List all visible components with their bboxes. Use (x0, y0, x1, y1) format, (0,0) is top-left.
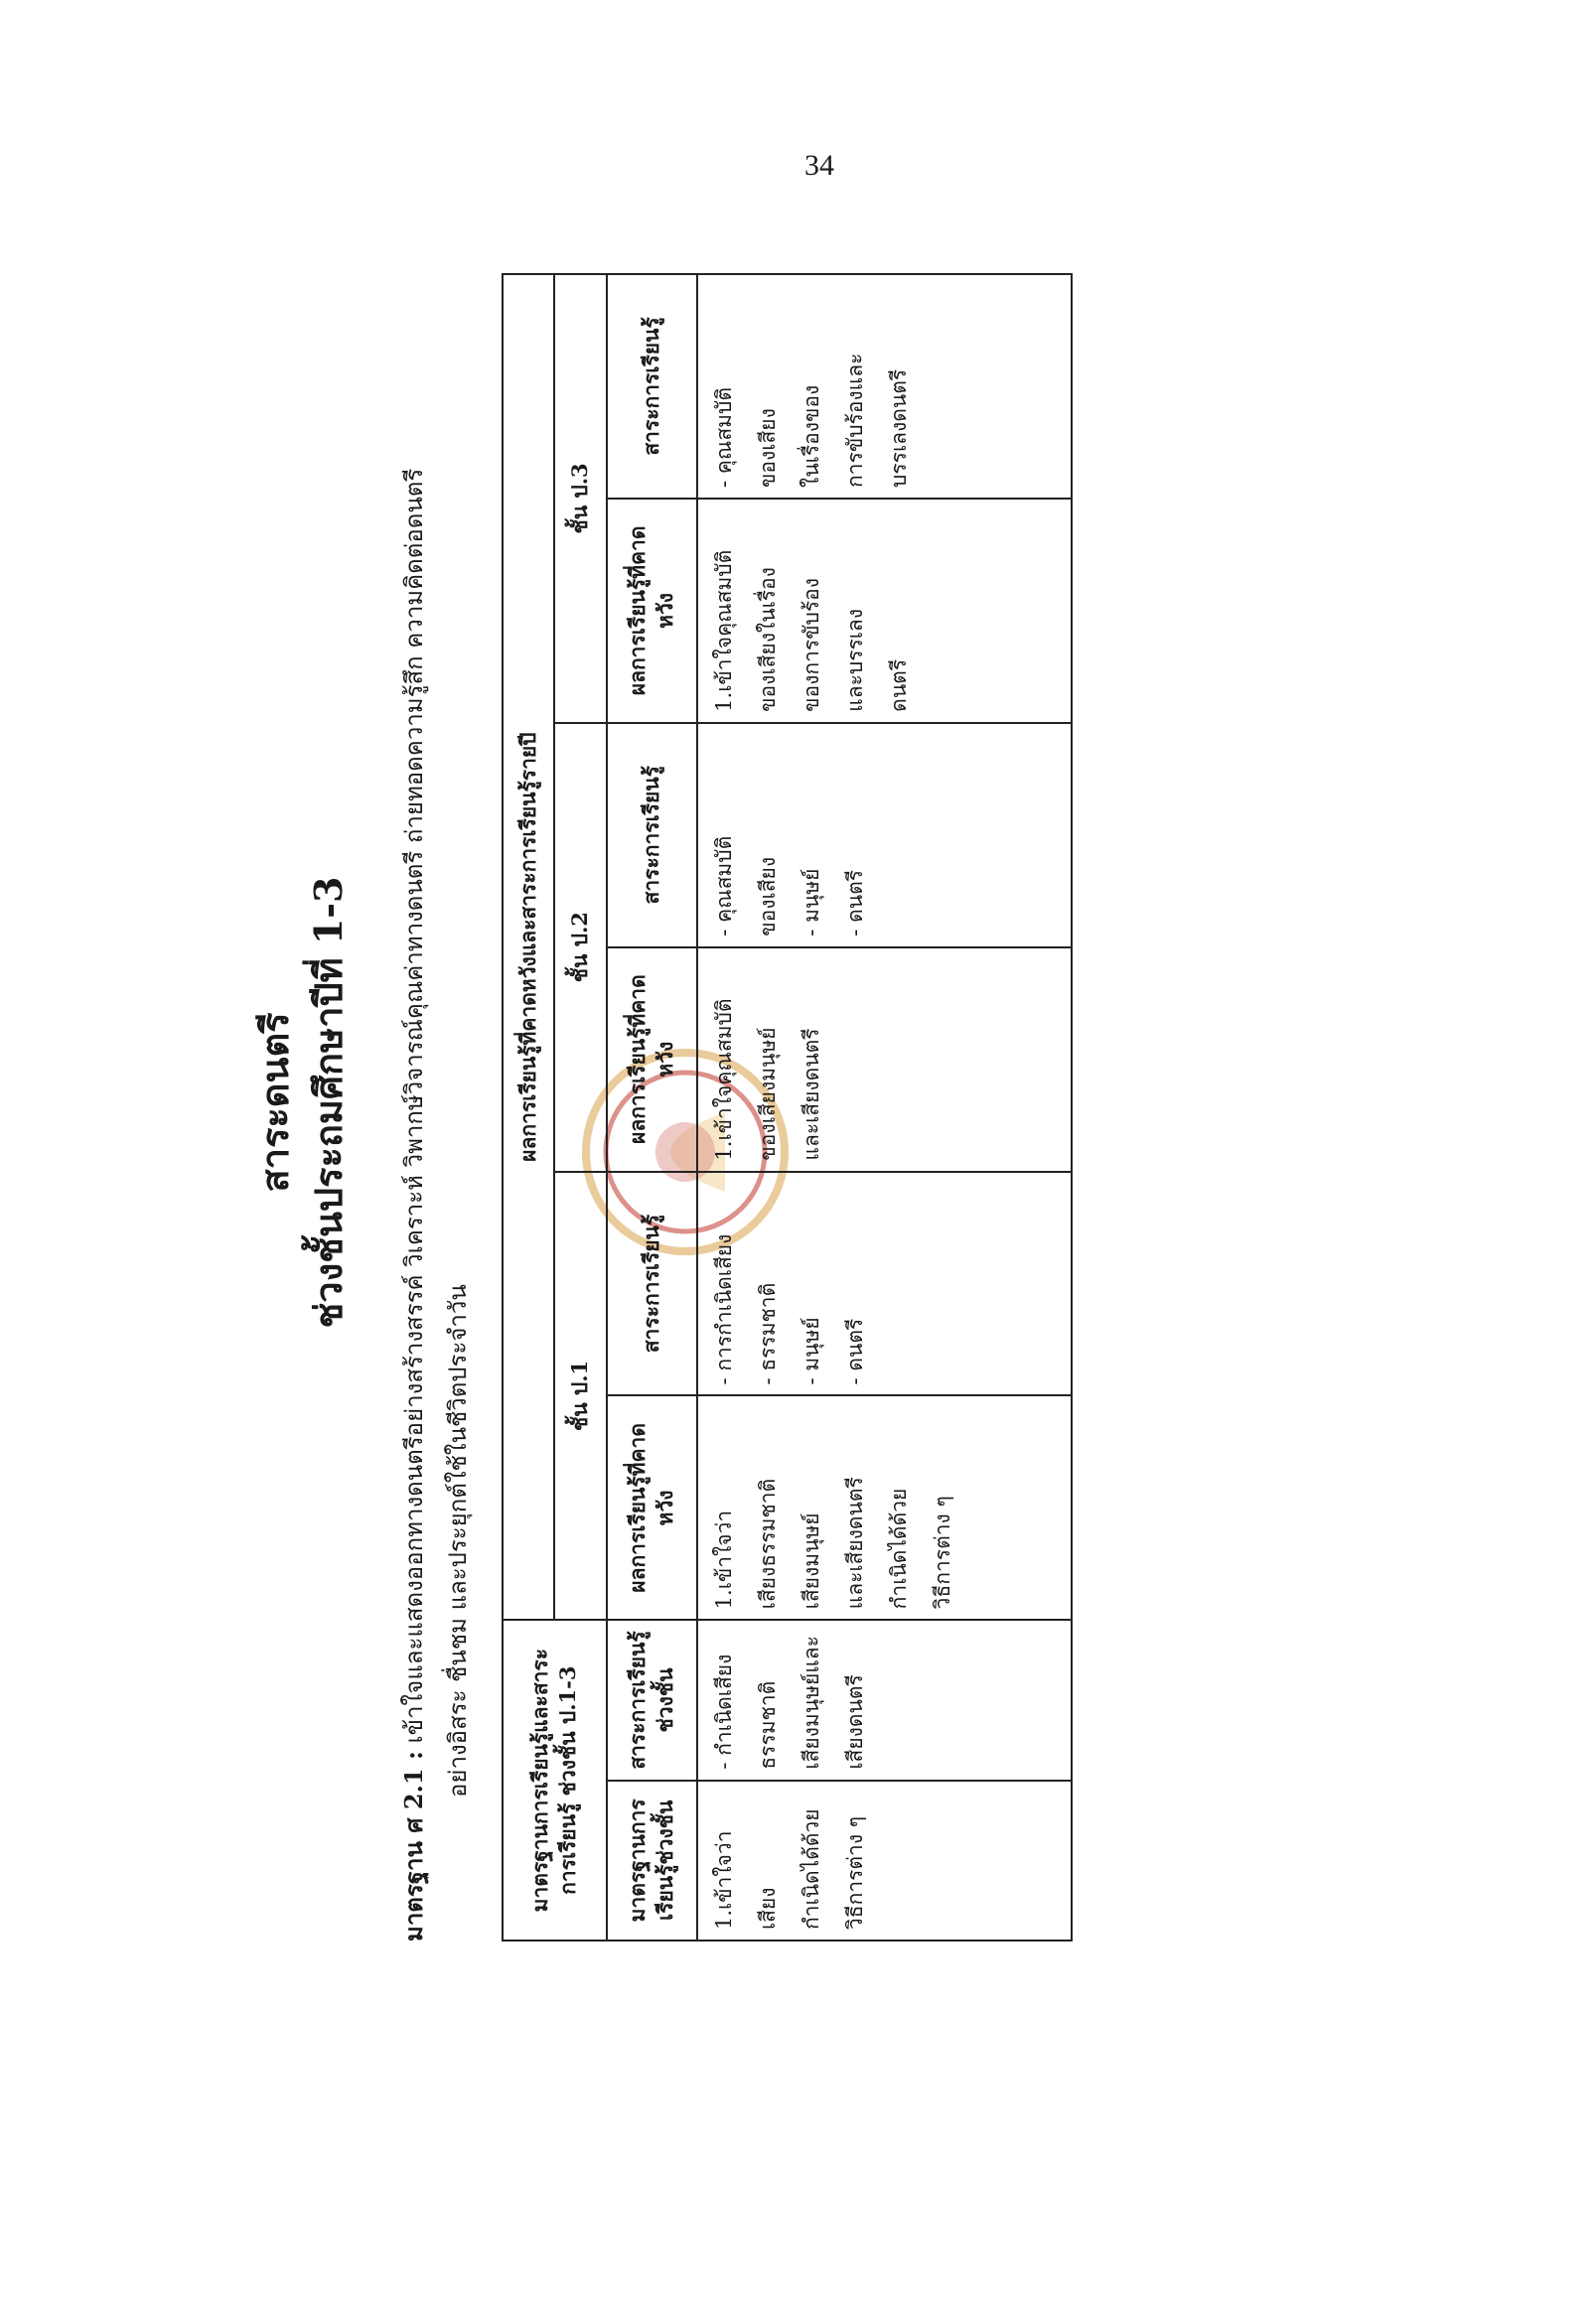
cell-line: - ดนตรี (842, 1318, 867, 1385)
cell-content (697, 1620, 1072, 1780)
table-row (697, 274, 1072, 1941)
level-title: ช่วงชั้นประถมศึกษาปีที่ 1-3 (306, 876, 351, 1329)
page-number: 34 (804, 149, 834, 182)
cell-line: ดนตรี (886, 658, 911, 712)
cell-line: - ธรรมชาติ (755, 1282, 780, 1385)
header-p3-content: สาระการเรียนรู้ (607, 274, 697, 499)
header-grade-p3: ชั้น ป.3 (554, 274, 606, 723)
header-p1-content: สาระการเรียนรู้ (607, 1172, 697, 1396)
cell-line: และบรรเลง (842, 608, 867, 712)
header-standard-col: มาตรฐานการเรียนรู้ช่วงชั้น (607, 1781, 697, 1941)
standard-text-2: อย่างอิสระ ชื่นชม และประยุกต์ใช้ในชีวิตประจำวัน (444, 1284, 472, 1798)
cell-line: และเสียงดนตรี (842, 1477, 867, 1610)
cell-line: 1.เข้าใจว่า (711, 1510, 736, 1610)
header-p2-content: สาระการเรียนรู้ (607, 723, 697, 947)
header-grade-p1: ชั้น ป.1 (554, 1172, 606, 1621)
cell-line: 1.เข้าใจว่า เสียง (711, 1830, 780, 1930)
header-standard-group: มาตรฐานการเรียนรู้และสาระการเรียนรู้ ช่วงชั้น ป.1-3 (503, 1620, 607, 1941)
cell-line: ของเสียงในเรื่อง (755, 567, 780, 712)
cell-line: วิธีการต่าง ๆ (930, 1496, 954, 1610)
header-p1-outcome: ผลการเรียนรู้ที่คาดหวัง (607, 1395, 697, 1620)
cell-line: กำเนิดได้ด้วย (798, 1808, 823, 1930)
cell-line: วิธีการต่าง ๆ (842, 1815, 867, 1930)
cell-line: - มนุษย์ (798, 868, 823, 936)
cell-line: การขับร้องและ (842, 353, 867, 488)
standard-text-1: เข้าใจและแสดงออกทางดนตรีอย่างสร้างสรรค์ วิเคราะห์ วิพากษ์วิจารณ์คุณค่าทางดนตรี ถ่ายทอดความรู้สึก ความคิดต่อดนตรี (400, 468, 428, 1744)
cell-line: บรรเลงดนตรี (886, 368, 911, 488)
cell-line: ของเสียง (755, 408, 780, 488)
subject-title: สาระดนตรี (252, 1012, 297, 1193)
cell-line: ของเสียงมนุษย์ (755, 1027, 780, 1161)
header-p2-outcome: ผลการเรียนรู้ที่คาดหวัง (607, 947, 697, 1172)
standard-statement (392, 263, 480, 1942)
cell-line: กำเนิดได้ด้วย (886, 1488, 911, 1610)
cell-line: เสียงมนุษย์และ (798, 1636, 823, 1770)
header-yearly-group: ผลการเรียนรู้ที่คาดหวังและสาระการเรียนรู้รายปี (503, 274, 554, 1620)
cell-line: ในเรื่องของ (798, 384, 823, 488)
cell-p2-outcome (697, 947, 1072, 1172)
cell-p1-content (697, 1172, 1072, 1396)
cell-line: - กำเนิดเสียง (711, 1654, 736, 1770)
cell-p1-outcome (697, 1395, 1072, 1620)
cell-p3-outcome (697, 499, 1072, 723)
cell-line: และเสียงดนตรี (798, 1028, 823, 1161)
cell-line: 1.เข้าใจคุณสมบัติ (711, 998, 736, 1161)
standard-code: มาตรฐาน ศ 2.1 : (399, 1751, 428, 1942)
header-content-col: สาระการเรียนรู้ช่วงชั้น (607, 1620, 697, 1780)
cell-p3-content (697, 274, 1072, 499)
cell-line: - การกำเนิดเสียง (711, 1233, 736, 1385)
header-p3-outcome: ผลการเรียนรู้ที่คาดหวัง (607, 499, 697, 723)
cell-p2-content (697, 723, 1072, 947)
cell-line: - คุณสมบัติ (711, 835, 736, 936)
cell-line: เสียงมนุษย์ (798, 1512, 823, 1610)
cell-line: - มนุษย์ (798, 1317, 823, 1385)
cell-line: ของการขับร้อง (798, 577, 823, 712)
cell-line: เสียงดนตรี (842, 1674, 867, 1770)
cell-line: ธรรมชาติ (755, 1680, 780, 1770)
cell-standard (697, 1781, 1072, 1941)
rotated-content (248, 228, 1311, 1976)
cell-line: - คุณสมบัติ (711, 387, 736, 488)
title-block (248, 228, 356, 1976)
cell-line: 1.เข้าใจคุณสมบัติ (711, 549, 736, 712)
cell-line: ของเสียง (755, 856, 780, 936)
header-grade-p2: ชั้น ป.2 (554, 723, 606, 1172)
cell-line: เสียงธรรมชาติ (755, 1478, 780, 1610)
curriculum-table (502, 273, 1073, 1942)
cell-line: - ดนตรี (842, 870, 867, 936)
